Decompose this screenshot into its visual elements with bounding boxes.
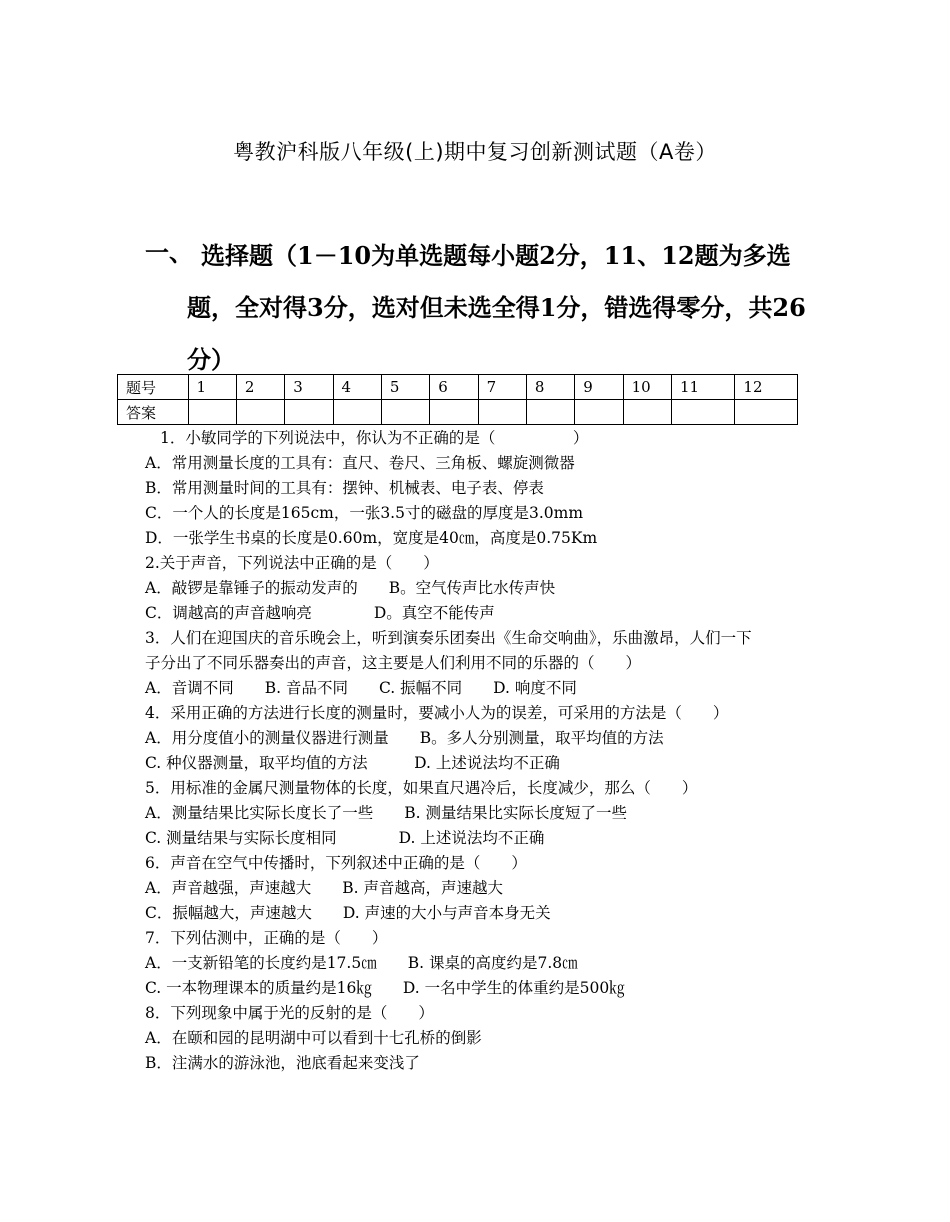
question-5-stem: 5．用标准的金属尺测量物体的长度，如果直尺遇冷后，长度减少，那么（ ）	[145, 779, 698, 797]
question-3-stem-line-1: 3．人们在迎国庆的音乐晚会上，听到演奏乐团奏出《生命交响曲》，乐曲激昂，人们一下	[145, 629, 752, 647]
question-8-stem: 8．下列现象中属于光的反射的是（ ）	[145, 1004, 434, 1022]
question-1-option-c: C．一个人的长度是165cm，一张3.5寸的磁盘的厚度是3.0mm	[145, 504, 584, 522]
answer-cell[interactable]	[623, 400, 671, 425]
question-1-option-b: B．常用测量时间的工具有：摆钟、机械表、电子表、停表	[145, 479, 544, 497]
question-8-option-a: A．在颐和园的昆明湖中可以看到十七孔桥的倒影	[145, 1029, 482, 1047]
question-1-stem: 1．小敏同学的下列说法中，你认为不正确的是（ ）	[160, 429, 589, 447]
question-4-options-cd: C. 种仪器测量，取平均值的方法 D. 上述说法均不正确	[145, 754, 560, 772]
question-7-options-cd: C. 一本物理课本的质量约是16㎏ D. 一名中学生的体重约是500㎏	[145, 979, 625, 997]
answer-cell[interactable]	[735, 400, 798, 425]
question-7-stem: 7．下列估测中，正确的是（ ）	[145, 929, 388, 947]
question-number-cell: 5	[381, 375, 429, 400]
section-number: 一、	[145, 238, 193, 267]
question-5-options-ab: A．测量结果比实际长度长了一些 B. 测量结果比实际长度短了一些	[145, 804, 627, 822]
question-7-options-ab: A．一支新铅笔的长度约是17.5㎝ B. 课桌的高度约是7.8㎝	[145, 954, 578, 972]
question-1-option-d: D．一张学生书桌的长度是0.60m，宽度是40㎝，高度是0.75Km	[145, 529, 598, 547]
question-6-options-ab: A．声音越强，声速越大 B. 声音越高，声速越大	[145, 879, 503, 897]
answer-cell[interactable]	[575, 400, 623, 425]
question-number-cell: 3	[285, 375, 333, 400]
question-number-cell: 1	[188, 375, 236, 400]
answer-cell[interactable]	[526, 400, 574, 425]
question-4-stem: 4．采用正确的方法进行长度的测量时，要减小人为的误差，可采用的方法是（ ）	[145, 704, 729, 722]
answer-row	[118, 400, 798, 425]
answer-cell[interactable]	[236, 400, 284, 425]
question-5-options-cd: C. 测量结果与实际长度相同 D. 上述说法均不正确	[145, 829, 545, 847]
answer-cell[interactable]	[333, 400, 381, 425]
answer-cell[interactable]	[188, 400, 236, 425]
question-number-cell: 2	[236, 375, 284, 400]
answer-cell[interactable]	[671, 400, 734, 425]
question-number-cell: 10	[623, 375, 671, 400]
question-8-option-b: B．注满水的游泳池，池底看起来变浅了	[145, 1054, 420, 1072]
question-number-cell: 8	[526, 375, 574, 400]
question-number-cell: 9	[575, 375, 623, 400]
answer-table	[117, 374, 798, 425]
question-3-options: A．音调不同 B. 音品不同 C. 振幅不同 D. 响度不同	[145, 679, 577, 697]
question-2-options-ab: A．敲锣是靠锤子的振动发声的 B。空气传声比水传声快	[145, 579, 556, 597]
document-title: 粤教沪科版八年级(上)期中复习创新测试题（A卷）	[233, 140, 717, 164]
question-number-cell: 12	[735, 375, 798, 400]
question-number-cell: 6	[430, 375, 478, 400]
answer-cell[interactable]	[478, 400, 526, 425]
answer-cell[interactable]	[430, 400, 478, 425]
row-label: 答案	[118, 400, 189, 425]
question-4-options-ab: A．用分度值小的测量仪器进行测量 B。多人分别测量，取平均值的方法	[145, 729, 664, 747]
section-heading: 选择题（1－10为单选题每小题2分，11、12题为多选题，全对得3分，选对但未选全得1分，错选得零分，共26分）	[187, 241, 806, 374]
question-1-option-a: A．常用测量长度的工具有：直尺、卷尺、三角板、螺旋测微器	[145, 454, 575, 472]
question-number-cell: 11	[671, 375, 734, 400]
question-6-stem: 6．声音在空气中传播时，下列叙述中正确的是（ ）	[145, 854, 527, 872]
row-label: 题号	[118, 375, 189, 400]
question-3-stem-line-2: 子分出了不同乐器奏出的声音，这主要是人们利用不同的乐器的（ ）	[145, 654, 642, 672]
question-6-options-cd: C．振幅越大，声速越大 D. 声速的大小与声音本身无关	[145, 904, 551, 922]
question-2-stem: 2.关于声音，下列说法中正确的是（ ）	[145, 554, 439, 572]
question-number-cell: 7	[478, 375, 526, 400]
answer-cell[interactable]	[381, 400, 429, 425]
question-number-row	[118, 375, 798, 400]
question-2-options-cd: C．调越高的声音越响亮 D。真空不能传声	[145, 604, 495, 622]
question-number-cell: 4	[333, 375, 381, 400]
answer-cell[interactable]	[285, 400, 333, 425]
